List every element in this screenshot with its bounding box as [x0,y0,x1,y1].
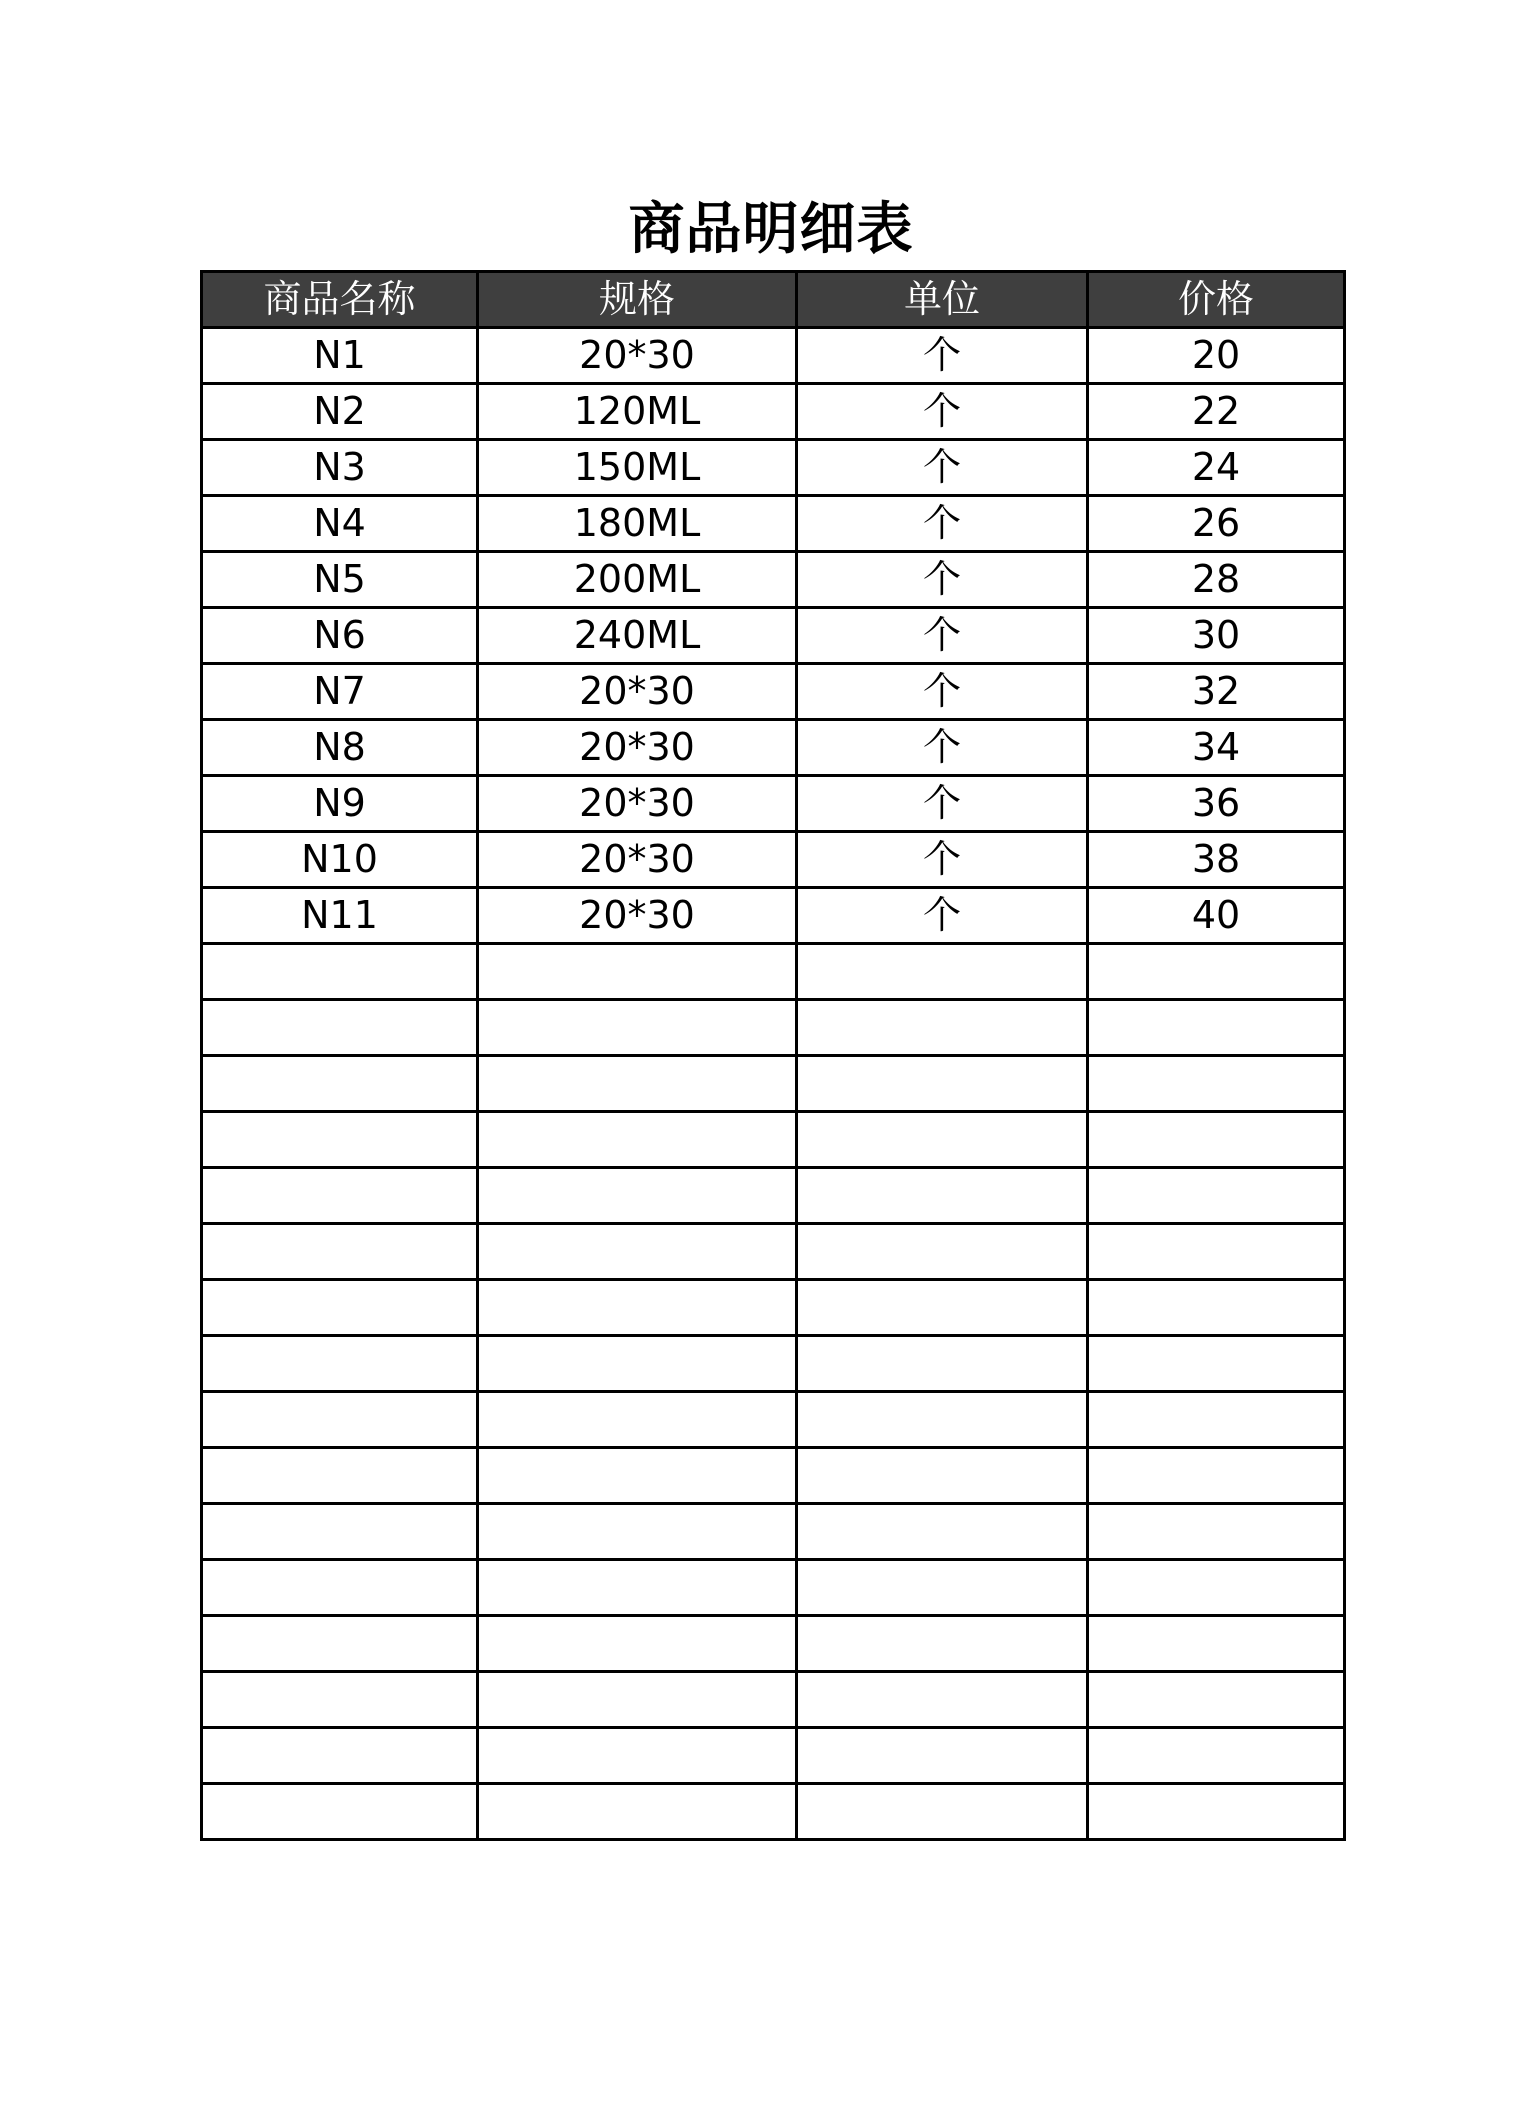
cell-specification [478,1392,797,1448]
cell-unit [797,1448,1088,1504]
cell-specification [478,1168,797,1224]
cell-unit [797,1280,1088,1336]
table-row [202,1280,1345,1336]
cell-product-name [202,1672,478,1728]
cell-specification [478,1224,797,1280]
cell-unit: 个 [797,552,1088,608]
cell-price [1088,1616,1345,1672]
cell-product-name: N11 [202,888,478,944]
cell-specification: 20*30 [478,888,797,944]
cell-product-name [202,1560,478,1616]
table-row [202,1336,1345,1392]
header-unit: 单位 [797,272,1088,328]
table-row [202,1784,1345,1840]
cell-unit [797,944,1088,1000]
cell-specification: 240ML [478,608,797,664]
cell-unit: 个 [797,440,1088,496]
table-row [202,1000,1345,1056]
cell-specification [478,1056,797,1112]
cell-specification: 20*30 [478,720,797,776]
cell-specification [478,1448,797,1504]
cell-unit [797,1336,1088,1392]
table-row [202,1672,1345,1728]
cell-price: 20 [1088,328,1345,384]
cell-price [1088,1112,1345,1168]
cell-unit: 个 [797,328,1088,384]
cell-unit: 个 [797,496,1088,552]
table-row [202,1392,1345,1448]
cell-unit: 个 [797,384,1088,440]
cell-unit [797,1616,1088,1672]
cell-price: 36 [1088,776,1345,832]
cell-unit: 个 [797,776,1088,832]
cell-product-name: N9 [202,776,478,832]
table-row [202,888,1345,944]
cell-unit [797,1168,1088,1224]
cell-price [1088,1672,1345,1728]
cell-price: 22 [1088,384,1345,440]
cell-price [1088,1168,1345,1224]
table-row [202,1168,1345,1224]
table-row [202,552,1345,608]
cell-unit [797,1000,1088,1056]
cell-product-name [202,1392,478,1448]
cell-unit [797,1112,1088,1168]
cell-price: 32 [1088,664,1345,720]
cell-specification [478,1784,797,1840]
cell-unit: 个 [797,608,1088,664]
cell-specification [478,1560,797,1616]
header-product-name: 商品名称 [202,272,478,328]
cell-unit [797,1392,1088,1448]
table-header-row [202,272,1345,328]
cell-specification [478,1728,797,1784]
header-specification: 规格 [478,272,797,328]
cell-product-name [202,1616,478,1672]
cell-product-name: N2 [202,384,478,440]
cell-price [1088,1560,1345,1616]
cell-product-name: N4 [202,496,478,552]
cell-product-name [202,1112,478,1168]
cell-specification: 120ML [478,384,797,440]
table-row [202,1560,1345,1616]
table-row [202,664,1345,720]
cell-product-name [202,944,478,1000]
cell-unit: 个 [797,720,1088,776]
cell-price [1088,1728,1345,1784]
cell-specification: 20*30 [478,776,797,832]
cell-product-name [202,1784,478,1840]
table-row [202,832,1345,888]
cell-specification [478,1336,797,1392]
table-body [202,328,1345,1840]
table-row [202,1616,1345,1672]
cell-unit: 个 [797,888,1088,944]
cell-product-name: N8 [202,720,478,776]
cell-specification [478,944,797,1000]
cell-product-name: N1 [202,328,478,384]
table-row [202,1448,1345,1504]
table-row [202,440,1345,496]
page-title: 商品明细表 [628,197,914,262]
cell-specification: 20*30 [478,832,797,888]
cell-product-name [202,1504,478,1560]
cell-specification [478,1280,797,1336]
cell-price: 38 [1088,832,1345,888]
table-row [202,944,1345,1000]
cell-specification [478,1672,797,1728]
cell-price [1088,1784,1345,1840]
cell-product-name [202,1728,478,1784]
cell-price [1088,1000,1345,1056]
table-row [202,1224,1345,1280]
cell-product-name: N6 [202,608,478,664]
cell-specification: 180ML [478,496,797,552]
cell-price: 26 [1088,496,1345,552]
cell-specification: 200ML [478,552,797,608]
cell-product-name: N10 [202,832,478,888]
cell-product-name [202,1224,478,1280]
cell-price [1088,944,1345,1000]
cell-specification: 150ML [478,440,797,496]
cell-price [1088,1504,1345,1560]
cell-product-name: N3 [202,440,478,496]
table-row [202,1112,1345,1168]
table-row [202,608,1345,664]
cell-price [1088,1280,1345,1336]
cell-unit [797,1224,1088,1280]
cell-product-name [202,1448,478,1504]
cell-price [1088,1336,1345,1392]
cell-specification: 20*30 [478,328,797,384]
cell-product-name [202,1056,478,1112]
table-row [202,776,1345,832]
cell-unit: 个 [797,832,1088,888]
table-row [202,1504,1345,1560]
cell-price [1088,1448,1345,1504]
cell-unit [797,1784,1088,1840]
cell-price [1088,1056,1345,1112]
cell-price: 34 [1088,720,1345,776]
cell-specification [478,1112,797,1168]
cell-price: 24 [1088,440,1345,496]
cell-product-name [202,1000,478,1056]
cell-price: 40 [1088,888,1345,944]
cell-price: 30 [1088,608,1345,664]
cell-product-name [202,1336,478,1392]
goods-detail-table [200,270,1346,1841]
cell-unit [797,1560,1088,1616]
cell-product-name: N7 [202,664,478,720]
cell-unit: 个 [797,664,1088,720]
table-row [202,496,1345,552]
cell-price [1088,1392,1345,1448]
cell-product-name: N5 [202,552,478,608]
table-row [202,1056,1345,1112]
cell-specification [478,1504,797,1560]
cell-specification: 20*30 [478,664,797,720]
header-price: 价格 [1088,272,1345,328]
cell-unit [797,1672,1088,1728]
table-row [202,1728,1345,1784]
cell-unit [797,1728,1088,1784]
cell-specification [478,1000,797,1056]
cell-specification [478,1616,797,1672]
cell-price [1088,1224,1345,1280]
table-row [202,328,1345,384]
cell-product-name [202,1280,478,1336]
cell-product-name [202,1168,478,1224]
table-row [202,720,1345,776]
cell-unit [797,1056,1088,1112]
table-row [202,384,1345,440]
cell-price: 28 [1088,552,1345,608]
cell-unit [797,1504,1088,1560]
